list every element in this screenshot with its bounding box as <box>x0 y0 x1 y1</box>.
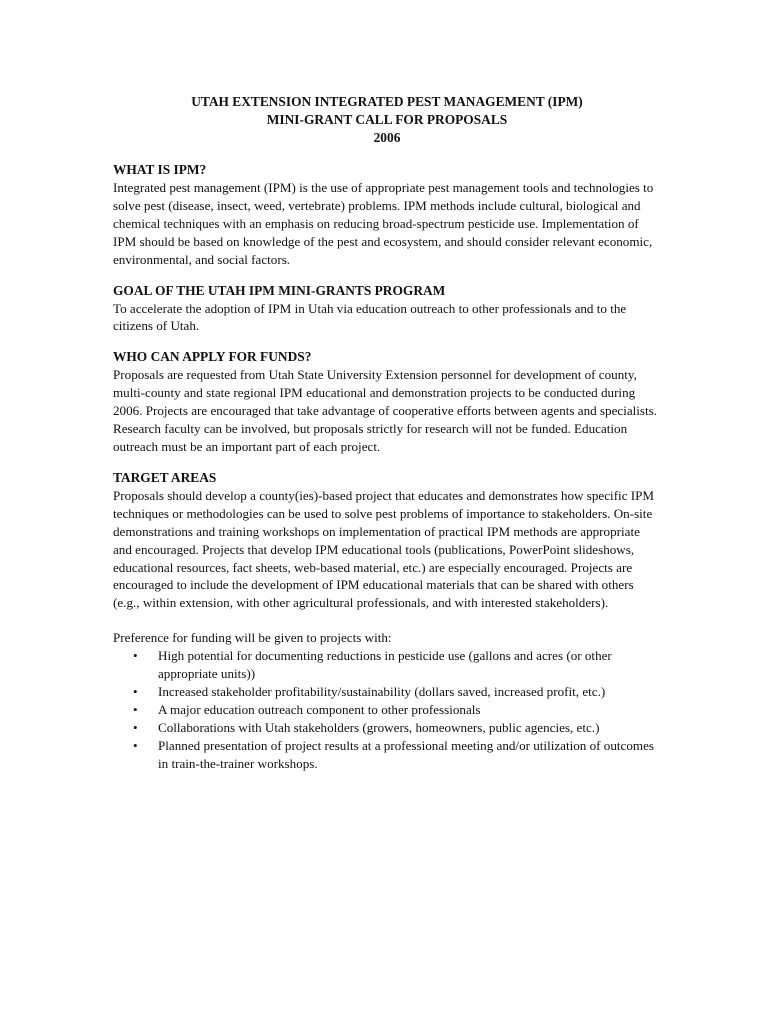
list-item-text: Collaborations with Utah stakeholders (growers, homeowners, public agencies, etc.) <box>158 719 600 735</box>
list-item <box>113 737 661 773</box>
list-item <box>113 719 661 737</box>
preference-list <box>113 647 661 772</box>
bullet-icon: • <box>133 719 138 735</box>
list-item-text: A major education outreach component to other professionals <box>158 701 481 717</box>
list-item-text: Increased stakeholder profitability/sustainability (dollars saved, increased profit, etc.) <box>158 683 606 699</box>
bullet-icon: • <box>133 683 138 699</box>
section-body: Proposals are requested from Utah State University Extension personnel for development of county, multi-county and state regional IPM educational and demonstration projects to be conducted during 2006. Projects are encouraged that take advantage of cooperative efforts between agents and specialists. Research faculty can be involved, but proposals strictly for research will not be funded. Education outreach must be an important part of each project. <box>113 367 658 454</box>
section-heading: WHAT IS IPM? <box>113 162 207 177</box>
bullet-icon: • <box>133 648 138 664</box>
title-year: 2006 <box>373 130 401 145</box>
section-who-can-apply <box>113 348 661 456</box>
bullet-icon: • <box>133 701 138 717</box>
title-line-2: MINI-GRANT CALL FOR PROPOSALS <box>266 112 508 127</box>
preference-intro: Preference for funding will be given to projects with: <box>113 630 392 646</box>
list-item-text: Planned presentation of project results at a professional meeting and/or utilization of outcomes in train-the-trainer workshops. <box>158 737 654 771</box>
list-item <box>113 683 661 701</box>
bullet-icon: • <box>133 737 138 753</box>
document-title <box>113 93 661 147</box>
section-what-is-ipm <box>113 161 661 269</box>
list-item <box>113 701 661 719</box>
list-item <box>113 647 661 683</box>
section-goal <box>113 282 661 336</box>
section-target-areas <box>113 469 661 612</box>
list-item-text: High potential for documenting reductions in pesticide use (gallons and acres (or other appropriate units)) <box>158 648 612 682</box>
section-heading: GOAL OF THE UTAH IPM MINI-GRANTS PROGRAM <box>113 282 446 298</box>
title-line-1: UTAH EXTENSION INTEGRATED PEST MANAGEMENT (IPM) <box>191 94 583 109</box>
document-page <box>113 93 661 772</box>
section-heading: TARGET AREAS <box>113 469 217 485</box>
section-body: Integrated pest management (IPM) is the use of appropriate pest management tools and technologies to solve pest (disease, insect, weed, vertebrate) problems. IPM methods include cultural, biological and chemical techniques with an emphasis on reducing broad-spectrum pesticide use. Implementation of IPM should be based on knowledge of the pest and ecosystem, and should consider relevant economic, environmental, and social factors. <box>113 180 654 267</box>
section-heading: WHO CAN APPLY FOR FUNDS? <box>113 349 312 365</box>
section-body: To accelerate the adoption of IPM in Utah via education outreach to other professionals and to the citizens of Utah. <box>113 300 627 334</box>
section-body: Proposals should develop a county(ies)-based project that educates and demonstrates how specific IPM techniques or methodologies can be used to solve pest problems of importance to stakeholders. On-site demonstrations and training workshops on implementation of practical IPM methods are appropriate and encouraged. Projects that develop IPM educational tools (publications, PowerPoint slideshows, educational resources, fact sheets, web-based material, etc.) are especially encouraged. Projects are encouraged to include the development of IPM educational materials that can be shared with others (e.g., within extension, with other agricultural professionals, and with interested stakeholders). <box>113 487 655 611</box>
